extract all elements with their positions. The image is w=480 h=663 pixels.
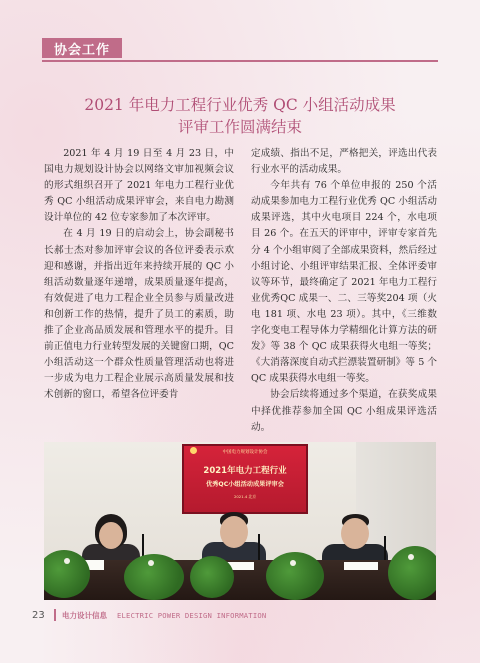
- paragraph: 在 4 月 19 日的启动会上，协会副秘书长郝士杰对参加评审会议的各位评委表示欢迎和感谢，并指出近年来持续开展的 QC 小组活动数量逐年递增，成果质量逐年提高，有效促进了电力工程企业全员参与质量改进和创新工作的热情，提升了员工的素质，助推了企业高品质发展和管理水平的提升。目前正值电力行业转型发展的关键窗口期，QC 小组活动这一个群众性质量管理活动也将进一步成为电力工程企业展示高质量发展和技术创新的窗口，希望各位评委肯: [44, 228, 234, 401]
- article-title: [42, 94, 438, 138]
- document-paper: [344, 562, 378, 570]
- footer-divider: [54, 609, 56, 621]
- title-line-2: 评审工作圆满结束: [177, 118, 302, 136]
- paragraph: 协会后续将通过多个渠道，在获奖成果中择优推荐参加全国 QC 小组成果评选活动。: [251, 389, 437, 433]
- screen-line-1: 2021年电力工程行业: [203, 466, 287, 476]
- right-column: [251, 146, 437, 436]
- projection-screen: [182, 444, 308, 514]
- screen-org: 中国电力规划设计协会: [222, 450, 268, 455]
- flower-decoration: [408, 554, 414, 560]
- journal-name-en: ELECTRIC POWER DESIGN INFORMATION: [117, 610, 267, 620]
- flower-decoration: [64, 558, 70, 564]
- paragraph: 2021 年 4 月 19 日至 4 月 23 日，中国电力规划设计协会以网络文审加视频会议的形式组织召开了 2021 年电力工程行业优秀 QC 小组活动成果评审会，来自电力勘测设计单位的 42 位专家参加了本次评审。: [44, 148, 234, 224]
- screen-date: 2021.4 北京: [233, 494, 257, 499]
- logo-icon: [190, 447, 197, 454]
- section-tag: 协会工作: [42, 38, 122, 58]
- meeting-photo: [44, 442, 436, 600]
- plant-decoration: [124, 554, 184, 600]
- title-line-1: 2021 年电力工程行业优秀 QC 小组活动成果: [84, 96, 396, 114]
- header-rule: [42, 60, 438, 62]
- paragraph: 定成绩、指出不足，严格把关，评选出代表行业水平的活动成果。: [251, 148, 437, 176]
- paragraph: 今年共有 76 个单位申报的 250 个活动成果参加电力工程行业优秀 QC 小组活动成果评选，其中火电项目 224 个，水电项目 26 个。在五天的评审中，评审专家首先分 4 个小组审阅了全部成果资料，然后经过小组讨论、小组评审结果汇报、全体评委审议等环节，最终确定了 2021 年电力工程行业优秀QC 成果一、二、三等奖204 项（火电 181 项、水电 23 项）。其中，《三维数字化变电工程导体力学精细化计算方法的研发》等 38 个 QC 成果获得火电组一等奖；《大消落深度自动式拦漂装置研制》等 5 个 QC 成果获得水电组一等奖。: [251, 180, 437, 385]
- plant-decoration: [190, 556, 234, 598]
- plant-decoration: [266, 552, 324, 600]
- flower-decoration: [148, 560, 154, 566]
- page-footer: [32, 605, 448, 625]
- flower-decoration: [290, 560, 296, 566]
- page-number: 23: [32, 609, 45, 621]
- screen-line-2: 优秀QC小组活动成果评审会: [206, 481, 284, 488]
- journal-name-zh: 电力设计信息: [62, 610, 107, 620]
- left-column: [44, 146, 234, 404]
